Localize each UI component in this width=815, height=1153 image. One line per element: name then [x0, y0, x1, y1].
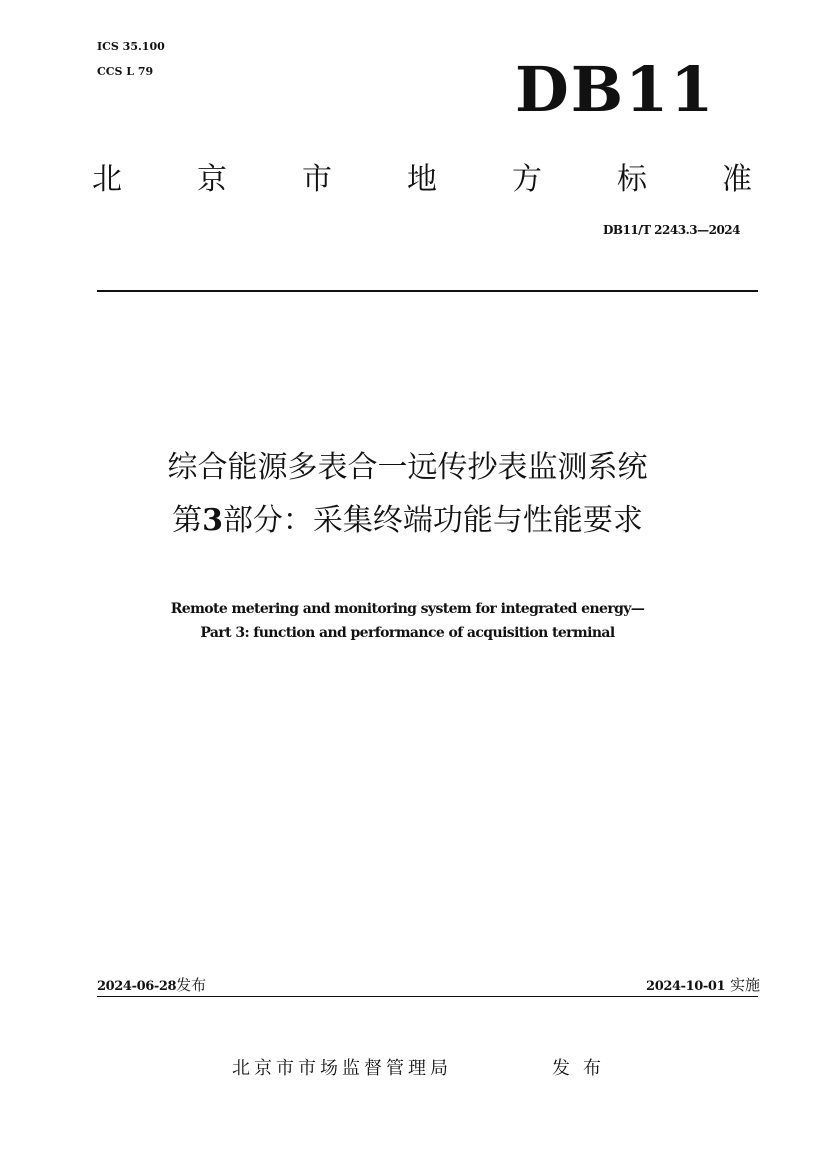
- classification-codes: [97, 34, 165, 84]
- english-title: [0, 597, 815, 645]
- part-prefix: 第: [172, 503, 203, 538]
- standard-type-char: 方: [512, 162, 542, 197]
- standard-type-char: 准: [722, 162, 752, 197]
- publish-date-label: 发布: [176, 976, 207, 994]
- standard-type-char: 京: [197, 162, 227, 197]
- standard-logo: DB11: [515, 53, 716, 126]
- standard-number: DB11/T 2243.3—2024: [602, 223, 740, 237]
- standard-type-char: 北: [92, 162, 122, 197]
- issuing-authority: 北京市市场监督管理局: [232, 1058, 452, 1079]
- standard-type-char: 市: [302, 162, 332, 197]
- part-number: 3: [202, 503, 223, 538]
- ccs-code: CCS L 79: [97, 65, 154, 78]
- chinese-title-line1: 综合能源多表合一远传抄表监测系统: [167, 450, 648, 485]
- publish-date-value: 2024-06-28: [97, 979, 177, 994]
- standard-type-char: 标: [617, 162, 647, 197]
- english-title-line1: Remote metering and monitoring system for integrated energy—: [170, 601, 645, 617]
- chinese-title-line2: [0, 494, 815, 547]
- implement-date-label: 实施: [729, 976, 760, 994]
- implement-date-value: 2024-10-01: [646, 979, 726, 994]
- publish-date: [97, 974, 206, 995]
- part-title: 部分：采集终端功能与性能要求: [222, 503, 643, 538]
- implement-date: [646, 974, 760, 995]
- ics-code: ICS 35.100: [97, 40, 165, 53]
- chinese-title: [0, 441, 815, 547]
- issue-action: 发布: [552, 1058, 614, 1079]
- standard-type-heading: [92, 160, 752, 200]
- english-title-line2: Part 3: function and performance of acquisition terminal: [200, 625, 615, 641]
- standard-type-char: 地: [407, 162, 437, 197]
- bottom-divider: [97, 996, 758, 997]
- top-divider: [97, 290, 758, 292]
